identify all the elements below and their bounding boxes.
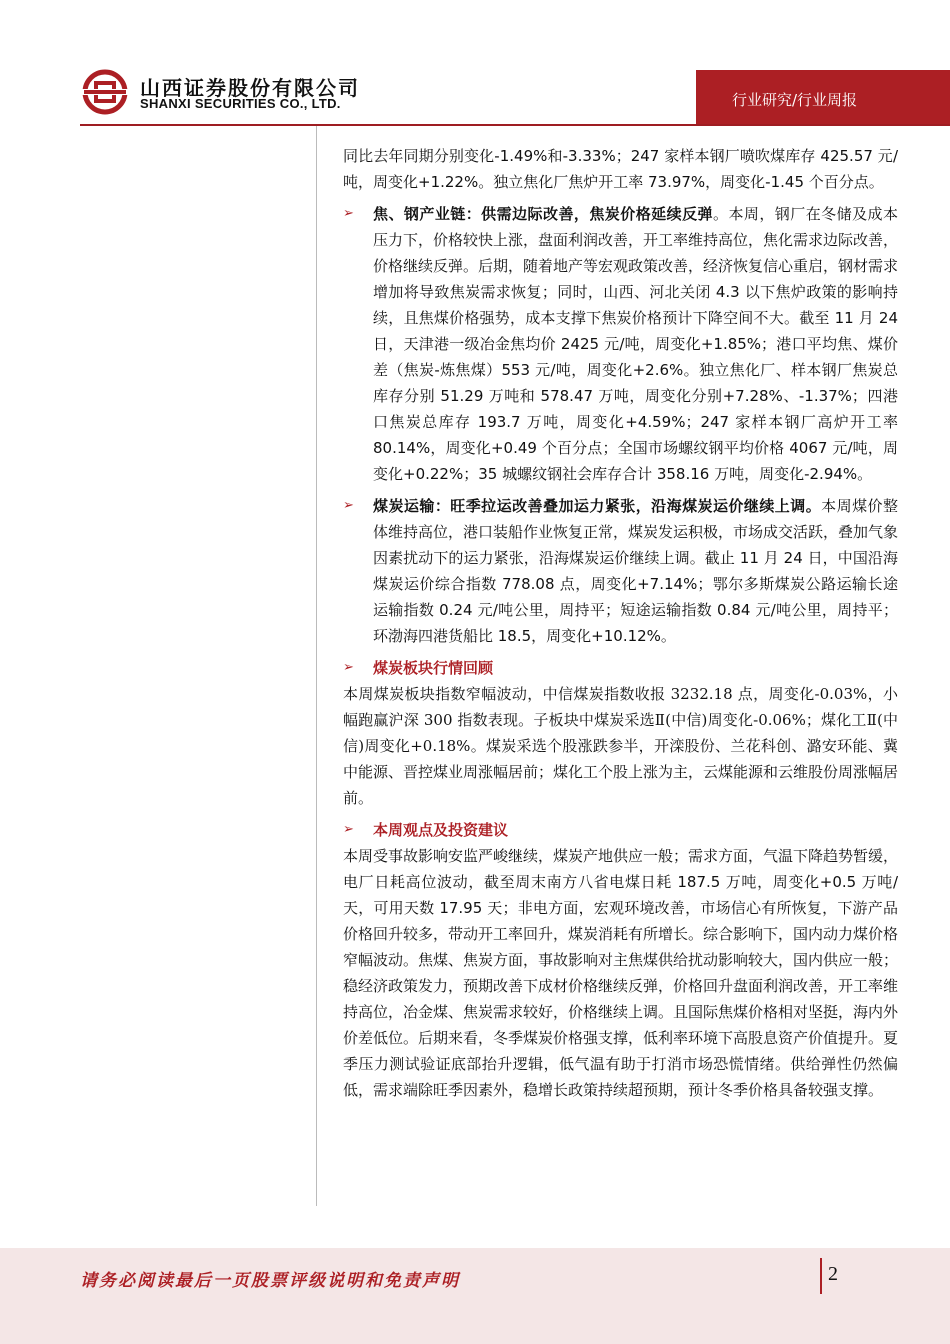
page-number: 2 [828,1263,838,1285]
section-coke-steel-paragraph [373,201,898,487]
bullet-arrow-icon: ➢ [343,660,354,675]
sidebar-divider [316,126,317,1206]
section-outlook-text: 本周受事故影响安监严峻继续，煤炭产地供应一般；需求方面，气温下降趋势暂缓，电厂日耗高位波动，截至周末南方八省电煤日耗 187.5 万吨，周变化+0.5 万吨/天，可用天数 17.95 天；非电方面，宏观环境改善，市场信心有所恢复，下游产品价格回升较多，带动开工率回升，煤炭消耗有所增长。综合影响下，国内动力煤价格窄幅波动。焦煤、焦炭方面，事故影响对主焦煤供给扰动影响较大，国内供应一般；稳经济政策发力，预期改善下成材价格继续反弹，价格回升盘面利润改善，开工率维持高位，冶金煤、焦炭需求较好，价格继续上调。且国际焦煤价格相对坚挺，海内外价差低位。后期来看，冬季煤炭价格强支撑，低利率环境下高股息资产价值提升。夏季压力测试验证底部抬升逻辑，低气温有助于打消市场恐慌情绪。供给弹性仍然偏低，需求端除旺季因素外，稳增长政策持续超预期，预计冬季价格具备较强支撑。 [343,847,899,1099]
section-transport-title: 煤炭运输：旺季拉运改善叠加运力紧张，沿海煤炭运价继续上调。 [373,497,822,515]
company-name-cn: 山西证券股份有限公司 [140,76,360,100]
section-transport [343,493,898,649]
intro-paragraph: 同比去年同期分别变化-1.49%和-3.33%；247 家样本钢厂喷吹煤库存 425.57 元/吨，周变化+1.22%。独立焦化厂焦炉开工率 73.97%，周变化-1.45 个百分点。 [343,147,898,191]
bullet-arrow-icon: ➢ [343,822,354,837]
section-market-review-text: 本周煤炭板块指数窄幅波动，中信煤炭指数收报 3232.18 点，周变化-0.03%，小幅跑赢沪深 300 指数表现。子板块中煤炭采选Ⅱ(中信)周变化-0.06%；煤化工Ⅱ(中信)周变化+0.18%。煤炭采选个股涨跌参半，开滦股份、兰花科创、潞安环能、冀中能源、晋控煤业周涨幅居前；煤化工个股上涨为主，云煤能源和云维股份周涨幅居前。 [343,685,899,807]
page-header [0,0,950,125]
main-content [343,143,898,1103]
page-footer [0,1248,950,1344]
company-logo-icon [82,69,128,115]
header-rule [80,124,950,126]
section-coke-steel-text: 。本周，钢厂在冬储及成本压力下，价格较快上涨，盘面利润改善，开工率维持高位，焦化需求边际改善，价格继续反弹。后期，随着地产等宏观政策改善，经济恢复信心重启，钢材需求增加将导致焦炭需求恢复；同时，山西、河北关闭 4.3 以下焦炉政策的影响持续，且焦煤价格强势，成本支撑下焦炭价格预计下降空间不大。截至 11 月 24 日，天津港一级冶金焦均价 2425 元/吨，周变化+1.85%；港口平均焦、煤价差（焦炭-炼焦煤）553 元/吨，周变化+2.6%。独立焦化厂、样本钢厂焦炭总库存分别 51.29 万吨和 578.47 万吨，周变化分别+7.28%、-1.37%；四港口焦炭总库存 193.7 万吨，周变化+4.59%；247 家样本钢厂高炉开工率 80.14%，周变化+0.49 个百分点；全国市场螺纹钢平均价格 4067 元/吨，周变化+0.22%；35 城螺纹钢社会库存合计 358.16 万吨，周变化-2.94%。 [373,205,899,483]
report-type-label: 行业研究/行业周报 [732,91,858,109]
section-coke-steel-title: 焦、钢产业链：供需边际改善，焦炭价格延续反弹 [373,205,713,223]
section-outlook-title: 本周观点及投资建议 [373,821,509,839]
section-coke-steel [343,201,898,487]
section-transport-text: 本周煤价整体维持高位，港口装船作业恢复正常，煤炭发运积极，市场成交活跃，叠加气象因素扰动下的运力紧张，沿海煤炭运价继续上调。截止 11 月 24 日，中国沿海煤炭运价综合指数 778.08 点，周变化+7.14%；鄂尔多斯煤炭公路运输长途运输指数 0.24 元/吨公里，周持平；短途运输指数 0.84 元/吨公里，周持平；环渤海四港货船比 18.5，周变化+10.12%。 [373,497,899,645]
section-market-review-heading [343,655,898,681]
footer-disclaimer: 请务必阅读最后一页股票评级说明和免责声明 [80,1271,460,1291]
bullet-arrow-icon: ➢ [343,498,354,513]
bullet-arrow-icon: ➢ [343,206,354,221]
company-name-en: SHANXI SECURITIES CO., LTD. [140,96,341,111]
section-market-review-title: 煤炭板块行情回顾 [373,659,494,677]
section-transport-paragraph [373,493,898,649]
section-outlook-heading [343,817,898,843]
